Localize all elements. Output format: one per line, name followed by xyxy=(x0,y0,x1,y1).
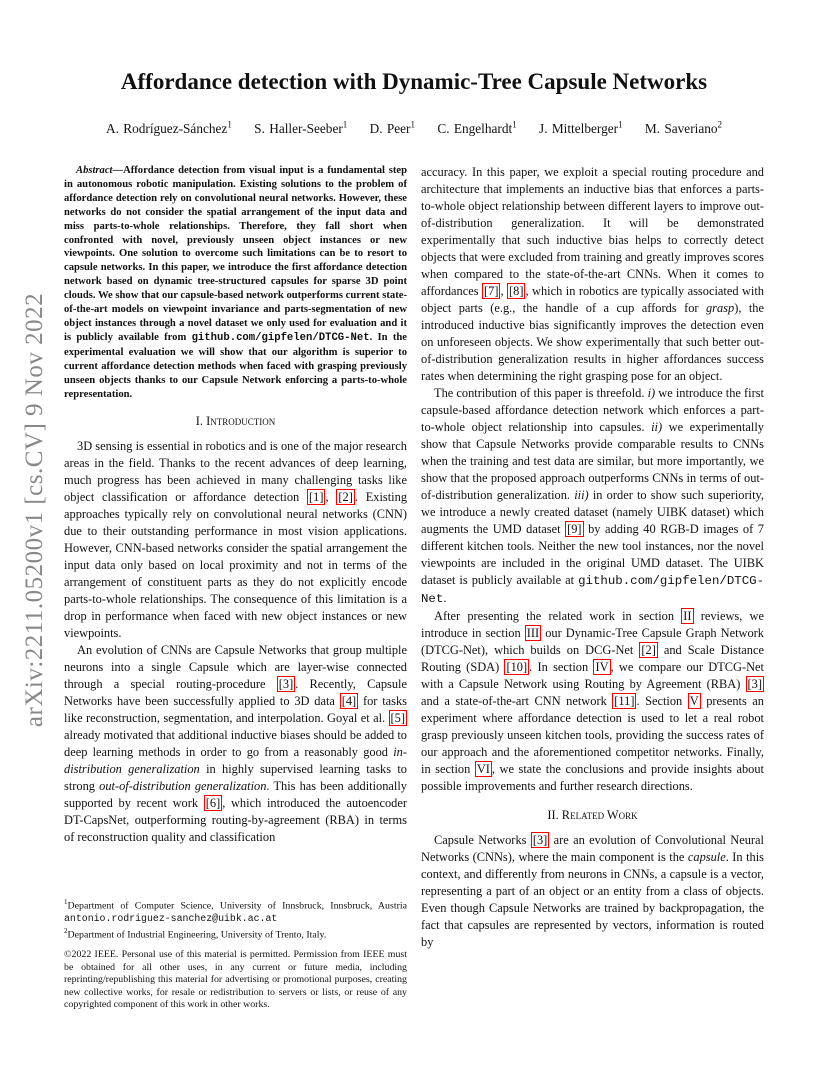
citation-link[interactable]: [3] xyxy=(747,677,762,691)
citation-link[interactable]: [3] xyxy=(532,833,548,847)
citation-link[interactable]: [11] xyxy=(614,694,635,708)
section-link[interactable]: III xyxy=(526,626,540,640)
right-column xyxy=(421,164,764,951)
paragraph: An evolution of CNNs are Capsule Networks that group multiple neurons into a single Capsule which are layer-wise connected through a special routing-procedure [3] . Recently, Capsule Networks have been successfully applied to 3D data [4] for tasks like reconstruction, segmentation, and interpolation. Goyal et al. [5] already motivated that additional inductive biases should be added to deep learning methods in order to go from a reasonably good in-distribution generalization in highly supervised learning tasks to strong out-of-distribution generalization. This has been additionally supported by recent work [6] , which introduced the autoencoder DT-CapsNet, outperforming routing-by-agreement (RBA) in terms of reconstruction quality and classification xyxy=(64,643,407,845)
paragraph: Capsule Networks [3] are an evolution of Convolutional Neural Networks (CNNs), where the main component is the capsule. In this context, and differently from neurons in CNNs, a capsule is a vector, representing a part of an object or an entity from a class of objects. Even though Capsule Networks are trained by backpropagation, the fact that capsules are represented by vectors, information is routed by xyxy=(421,833,764,949)
section-link[interactable]: V xyxy=(689,694,699,708)
dataset-repo-link[interactable]: github.com/gipfelen/DTCG-Net xyxy=(421,574,764,606)
paragraph: accuracy. In this paper, we exploit a special routing procedure and architecture that implements an inductive bias that enforces a parts-to-whole object relationship between different layers to improve out-of-distribution generalization. It will be demonstrated experimentally that such inductive bias helps to correctly detect objects that were excluded from training and greatly improves scores when compared to the state-of-the-art CNNs. When it comes to affordances [7] , [8] , which in robotics are typically associated with object parts (e.g., the handle of a cup affords for grasp), the introduced inductive bias significantly improves the detection even on unforeseen objects. We show experimentally that such better out-of-distribution generalization results in higher affordances success rates when determining the right grasping pose for an object. xyxy=(421,165,764,383)
paragraph: 3D sensing is essential in robotics and is one of the major research areas in the field. Thanks to the recent advances of deep learning, much progress has been achieved in many challenging tasks like object classification or affordance detection [1] , [2] . Existing approaches typically rely on convolutional neural networks (CNN) due to their outstanding performance in most vision applications. However, CNN-based networks consider the spatial arrangement the input data only based on local proximity and not in terms of the arrangement of constituent parts as they do not explicitly encode parts-to-whole relationships. The consequence of this limitation is a drop in performance when faced with new object instances or new viewpoints. xyxy=(64,439,408,641)
arxiv-identifier: arXiv:2211.05200v1 [cs.CV] 9 Nov 2022 xyxy=(21,292,48,728)
citation-link[interactable]: [1] xyxy=(309,490,324,505)
abstract-repo-link[interactable]: github.com/gipfelen/DTCG-Net xyxy=(191,331,370,344)
footnotes xyxy=(64,890,407,1012)
author: D. Peer$^1$ xyxy=(369,120,415,137)
citation-link[interactable]: [8] xyxy=(509,284,524,298)
copyright-notice: ©2022 IEEE. Personal use of this material is permitted. Permission from IEEE must be obtained for all other uses, in any current or future media, including reprinting/republishing this material for advertising or promotional purposes, creating new collective works, for resale or redistribution to servers or lists, or reuse of any copyrighted component of this work in other works. xyxy=(64,949,407,1011)
author: C. Engelhardt$^1$ xyxy=(437,120,517,137)
abstract: Abstract—Affordance detection from visual input is a fundamental step in autonomous robotic manipulation. Existing solutions to the problem of affordance detection rely on convolutional neural networks. However, these networks do not consider the spatial arrangement of the input data and miss parts-to-whole relationships. Therefore, they fall short when confronted with novel, previously unseen object instances or new viewpoints. One solution to overcome such limitations can be to resort to capsule networks. In this paper, we introduce the first affordance detection network based on dynamic tree-structured capsules for sparse 3D point clouds. We show that our capsule-based network outperforms current state-of-the-art models on viewpoint invariance and parts-segmentation of new object instances through a novel dataset we only used for evaluation and it is publicly available from github.com/gipfelen/DTCG-Net. In the experimental evaluation we will show that our algorithm is superior to current affordance detection methods when faced with grasping previously unseen objects thanks to our Capsule Network enforcing a parts-to-whole representation. xyxy=(64,165,407,400)
citation-link[interactable]: [2] xyxy=(641,643,656,657)
author: J. Mittelberger$^1$ xyxy=(539,120,623,137)
author-email[interactable]: antonio.rodriguez-sanchez@uibk.ac.at xyxy=(64,912,278,924)
section-link[interactable]: IV xyxy=(595,660,609,674)
author: S. Haller-Seeber$^1$ xyxy=(254,120,348,137)
paragraph: After presenting the related work in section II reviews, we introduce in section III our Dynamic-Tree Capsule Graph Network (DTCG-Net), which builds on DCG-Net [2] and Scale Distance Routing (SDA) [10] . In section IV , we compare our DTCG-Net with a Capsule Network using Routing by Agreement (RBA) [3] and a state-of-the-art CNN network [11] . Section V presents an experiment where affordance detection is used to let a real robot grasp previously unseen kitchen tools, providing the success rates of our approach and the aforementioned competitor networks. Finally, in section VI , we state the conclusions and provide insights about possible improvements and further research directions. xyxy=(421,609,765,793)
author-list xyxy=(0,120,828,137)
citation-link[interactable]: [4] xyxy=(341,694,357,709)
paper-title: Affordance detection with Dynamic-Tree Capsule Networks xyxy=(120,69,708,94)
section-link[interactable]: II xyxy=(683,609,692,623)
citation-link[interactable]: [10] xyxy=(506,660,528,674)
citation-link[interactable]: [9] xyxy=(567,522,582,536)
citation-link[interactable]: [3] xyxy=(278,677,294,692)
citation-link[interactable]: [2] xyxy=(338,490,353,505)
footnote-affiliation-1: $^1$Department of Computer Science, University of Innsbruck, Innsbruck, Austria antonio.rodriguez-sanchez@uibk.ac.at xyxy=(64,898,407,924)
citation-link[interactable]: [7] xyxy=(484,284,499,298)
author: M. Saveriano$^2$ xyxy=(644,120,723,137)
section-heading-related-work: II. Related Work xyxy=(547,808,638,822)
section-heading-introduction: I. Introduction xyxy=(195,414,276,429)
section-link[interactable]: VI xyxy=(476,762,490,776)
author: A. Rodríguez-Sánchez$^1$ xyxy=(105,120,232,137)
citation-link[interactable]: [6] xyxy=(205,796,221,811)
paragraph: The contribution of this paper is threefold. i) we introduce the first capsule-based affordance detection network which enforces a part-to-whole object relationship into capsules. ii) we experimentally show that Capsule Networks provide comparable results to CNNs when the training and test data are similar, but more importantly, we show that the proposed approach outperforms CNNs in terms of out-of-distribution generalization. iii) in order to show such superiority, we introduce a newly created dataset (namely UIBK dataset) which augments the UMD dataset [9] by adding 40 RGB-D images of 7 different kitchen tools. Neither the new tool instances, nor the novel viewpoints are included in the original UMD dataset. The UIBK dataset is publicly available at github.com/gipfelen/DTCG-Net. xyxy=(421,386,764,606)
citation-link[interactable]: [5] xyxy=(390,711,405,726)
footnote-affiliation-2: $^2$Department of Industrial Engineering, University of Trento, Italy. xyxy=(64,927,327,941)
left-column xyxy=(64,164,407,846)
arxiv-sidebar-stamp xyxy=(16,270,54,750)
